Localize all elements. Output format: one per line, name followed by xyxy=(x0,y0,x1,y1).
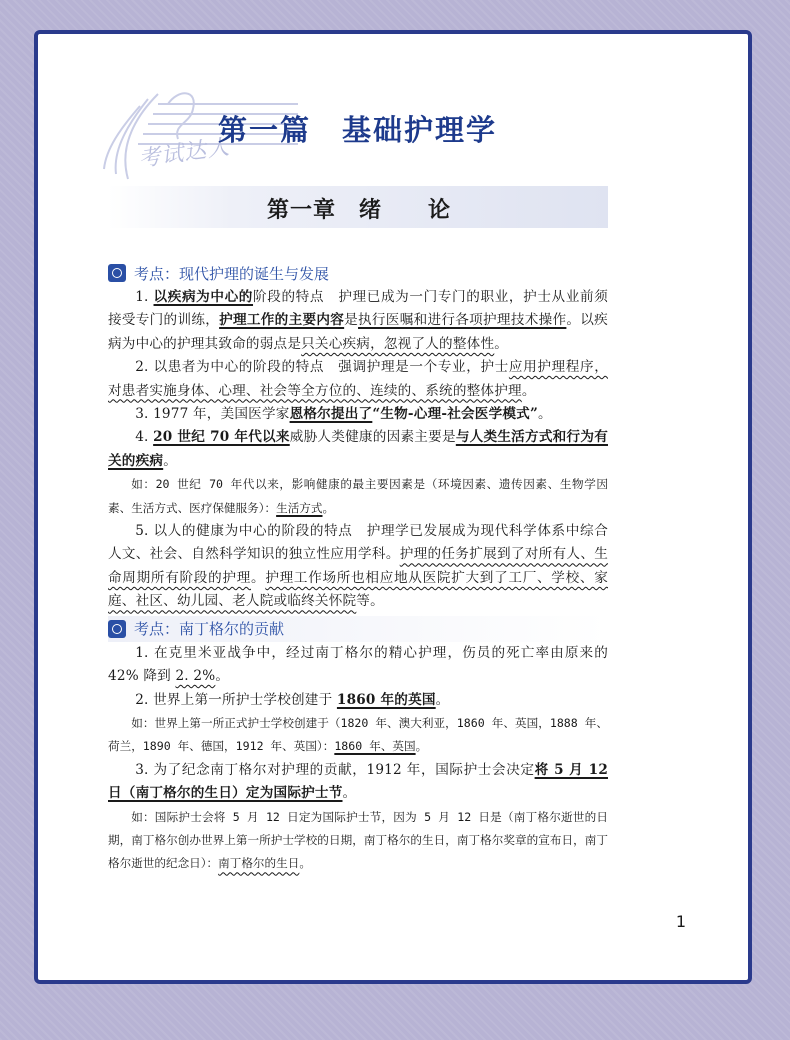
example: 如：世界上第一所正式护士学校创建于（1820 年、澳大利亚，1860 年、英国，1888 年、荷兰，1890 年、德国，1912 年、英国）：1860 年、英国。 xyxy=(108,715,608,754)
paragraph: 5. 以人的健康为中心的阶段的特点 护理学已发展成为现代科学体系中综合人文、社会、自然科学知识的独立性应用学科。护理的任务扩展到了对所有人、生命周期所有阶段的护理。护理工作场所也相应地从医院扩大到了工厂、学校、家庭、社区、幼儿园、老人院或临终关怀院等。 xyxy=(108,523,609,610)
example: 如：国际护士会将 5 月 12 日定为国际护士节，因为 5 月 12 日是（南丁格尔逝世的日期，南丁格尔创办世界上第一所护士学校的日期，南丁格尔的生日，南丁格尔奖章的宣布日，南丁格尔逝世的纪念日）：南丁格尔的生日。 xyxy=(108,809,608,871)
content xyxy=(108,260,608,876)
example: 如：20 世纪 70 年代以来，影响健康的最主要因素是（环境因素、遗传因素、生物学因素、生活方式、医疗保健服务）：生活方式。 xyxy=(108,477,608,515)
paragraph: 1. 在克里米亚战争中，经过南丁格尔的精心护理，伤员的死亡率由原来的 42% 降到 2. 2%。 xyxy=(108,644,608,685)
key-point-icon xyxy=(108,264,126,282)
paragraph: 2. 以患者为中心的阶段的特点 强调护理是一个专业，护士应用护理程序，对患者实施身体、心理、社会等全方位的、连续的、系统的整体护理。 xyxy=(108,359,608,399)
paragraph: 3. 为了纪念南丁格尔对护理的贡献，1912 年，国际护士会决定将 5 月 12 日（南丁格尔的生日）定为国际护士节。 xyxy=(108,761,608,802)
paragraph: 2. 世界上第一所护士学校创建于 1860 年的英国。 xyxy=(135,691,450,708)
logo-text: 考试达人 xyxy=(136,134,232,173)
part-title: 第一篇 基础护理学 xyxy=(218,113,498,147)
paragraph: 4. 20 世纪 70 年代以来威胁人类健康的因素主要是与人类生活方式和行为有关的疾病。 xyxy=(108,429,608,469)
key-point-icon xyxy=(108,620,126,638)
key-point-title: 考点：南丁格尔的贡献 xyxy=(134,620,285,639)
key-point-heading-1 xyxy=(108,260,608,286)
paragraph: 1. 以疾病为中心的阶段的特点 护理已成为一门专门的职业，护士从业前须接受专门的训练，护理工作的主要内容是执行医嘱和进行各项护理技术操作。以疾病为中心的护理其致命的弱点是只关心疾病，忽视了人的整体性。 xyxy=(108,289,608,352)
chapter-title: 第一章 绪 论 xyxy=(266,198,451,223)
key-point-heading-2 xyxy=(108,616,608,642)
key-point-title: 考点：现代护理的诞生与发展 xyxy=(134,264,330,283)
paragraph: 3. 1977 年，美国医学家恩格尔提出了“生物-心理-社会医学模式”。 xyxy=(135,406,552,423)
page-number: 1 xyxy=(675,912,686,931)
